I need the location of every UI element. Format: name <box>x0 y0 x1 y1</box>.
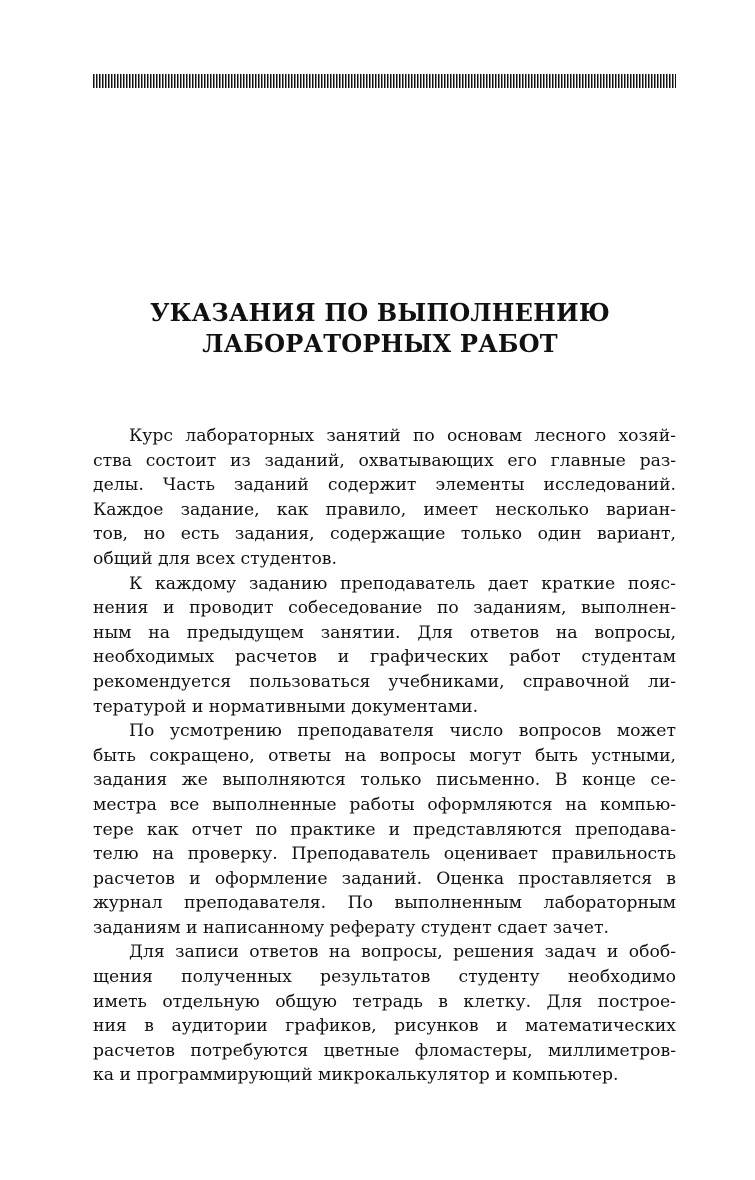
paragraph-4-line: щения полученных результатов студенту необходимо <box>93 967 676 988</box>
paragraph-2-line: ным на предыдущем занятии. Для ответов на вопросы, <box>93 622 676 643</box>
paragraph-4-line: расчетов потребуются цветные фломастеры, миллиметров- <box>93 1040 676 1061</box>
paragraph-2-line: нения и проводит собеседование по заданиям, выполнен- <box>93 598 676 619</box>
section-title <box>80 297 680 359</box>
paragraph-4-line: ния в аудитории графиков, рисунков и математических <box>93 1016 676 1037</box>
paragraph-1-line: Курс лабораторных занятий по основам лесного хозяй- <box>129 426 676 446</box>
paragraph-1-line: общий для всех студентов. <box>93 548 337 569</box>
paragraph-3-line: расчетов и оформление заданий. Оценка проставляется в <box>93 868 676 889</box>
top-decorative-rule <box>93 74 676 88</box>
paragraph-3-line: местра все выполненные работы оформляются на компью- <box>93 794 676 815</box>
paragraph-3-line: телю на проверку. Преподаватель оценивает правильность <box>93 844 676 865</box>
section-title-line-1: УКАЗАНИЯ ПО ВЫПОЛНЕНИЮ <box>149 298 611 327</box>
paragraph-3-line: тере как отчет по практике и представляются преподава- <box>93 819 676 840</box>
paragraph-3-line: быть сокращено, ответы на вопросы могут быть устными, <box>93 745 676 766</box>
paragraph-2-line: тературой и нормативными документами. <box>93 696 479 717</box>
paragraph-2-line: рекомендуется пользоваться учебниками, справочной ли- <box>93 671 676 692</box>
paragraph-1-line: делы. Часть заданий содержит элементы исследований. <box>93 475 676 496</box>
paragraph-4-line: иметь отдельную общую тетрадь в клетку. Для построе- <box>93 991 676 1012</box>
paragraph-1-line: ства состоит из заданий, охватывающих его главные раз- <box>93 450 676 471</box>
section-title-line-2: ЛАБОРАТОРНЫХ РАБОТ <box>202 329 558 358</box>
paragraph-3-line: По усмотрению преподавателя число вопросов может <box>129 721 676 742</box>
paragraph-3-line: журнал преподавателя. По выполненным лабораторным <box>93 893 676 914</box>
body-text <box>93 424 676 1088</box>
paragraph-4-line: ка и программирующий микрокалькулятор и компьютер. <box>93 1065 619 1086</box>
paragraph-2-line: К каждому заданию преподаватель дает краткие пояс- <box>129 573 676 594</box>
paragraph-3-line: заданиям и написанному реферату студент сдает зачет. <box>93 917 609 938</box>
paragraph-2-line: необходимых расчетов и графических работ студентам <box>93 647 676 668</box>
paragraph-1-line: тов, но есть задания, содержащие только один вариант, <box>93 524 676 545</box>
paragraph-4-line: Для записи ответов на вопросы, решения задач и обоб- <box>129 942 676 963</box>
paragraph-1-line: Каждое задание, как правило, имеет несколько вариан- <box>93 499 676 520</box>
paragraph-3-line: задания же выполняются только письменно. В конце се- <box>93 770 676 791</box>
